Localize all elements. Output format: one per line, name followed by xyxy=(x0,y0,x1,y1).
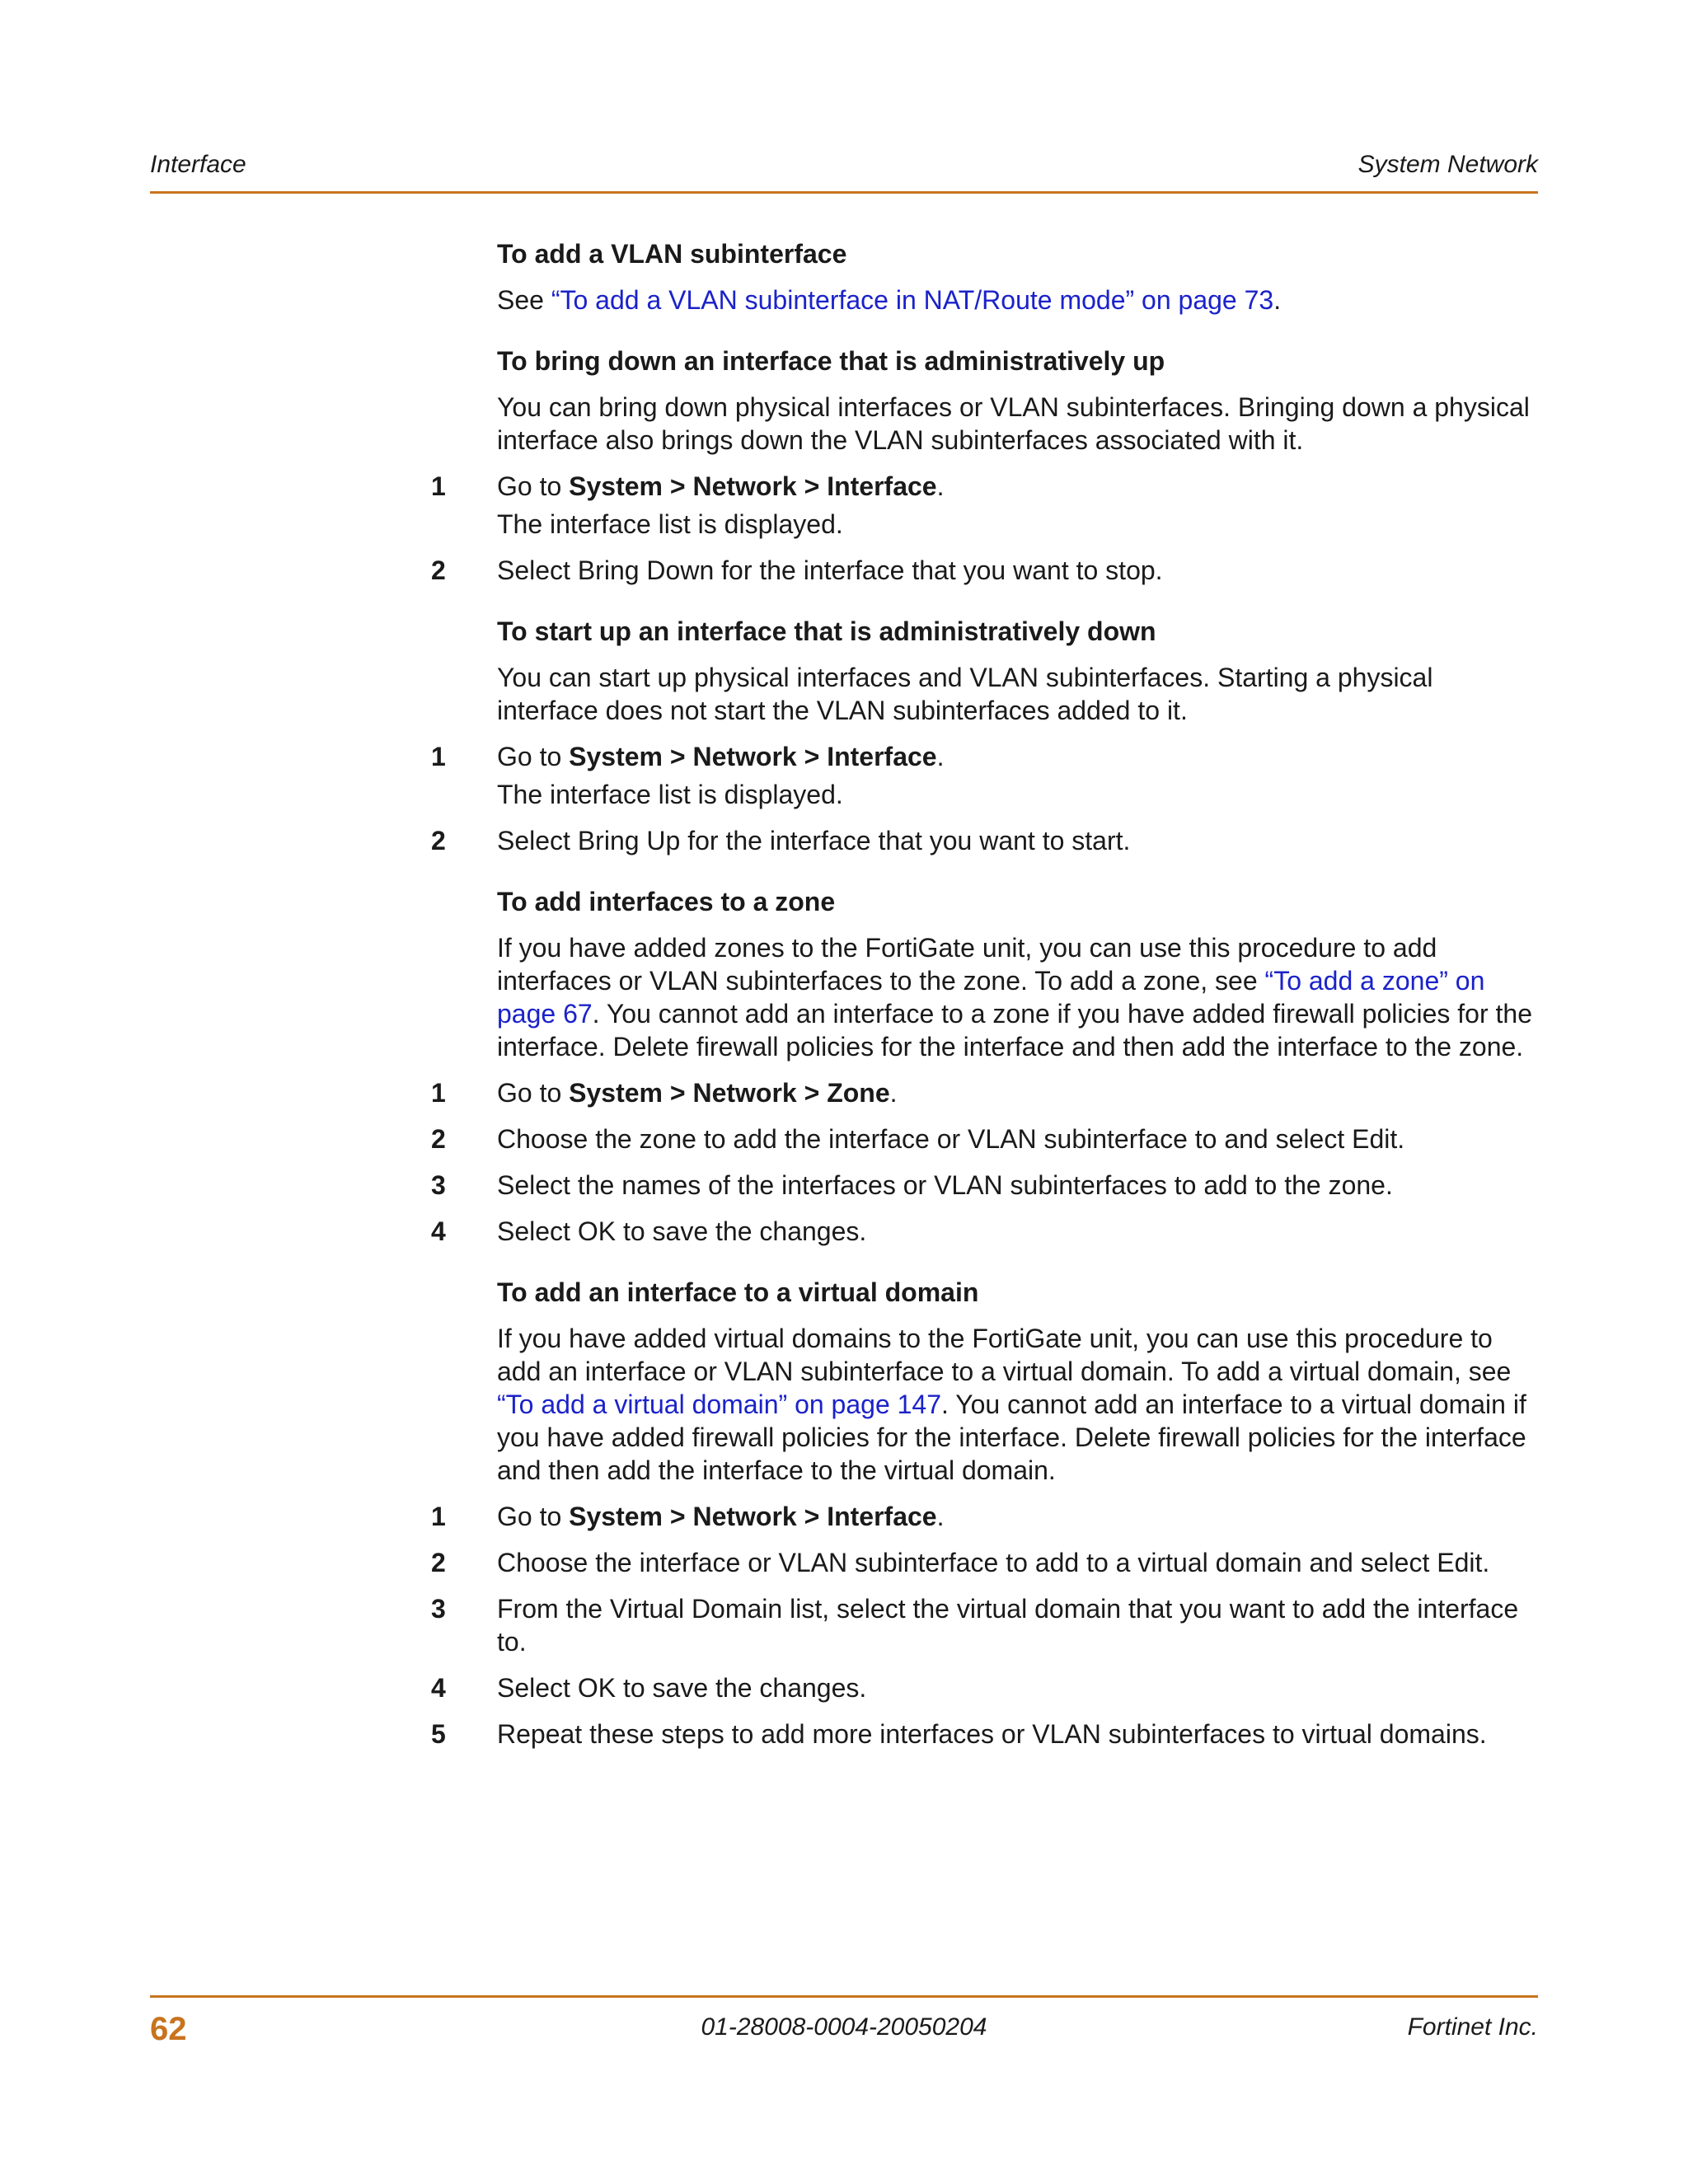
step-number: 2 xyxy=(431,1124,446,1154)
step-text: Go to xyxy=(497,471,570,501)
period: . xyxy=(889,1078,898,1108)
document-number: 01-28008-0004-20050204 xyxy=(701,2013,987,2041)
para-vdom-intro xyxy=(497,1322,1540,1487)
link-add-vdom[interactable]: “To add a virtual domain” on page 147 xyxy=(497,1390,942,1419)
step-number: 4 xyxy=(431,1216,446,1246)
heading-add-zone: To add interfaces to a zone xyxy=(497,887,836,916)
step-text: Go to xyxy=(497,742,570,771)
link-vlan-nat-route[interactable]: “To add a VLAN subinterface in NAT/Route mode” on page 73 xyxy=(551,285,1274,315)
step-result: The interface list is displayed. xyxy=(497,780,843,809)
step-item xyxy=(431,1671,1540,1704)
step-text: Select OK to save the changes. xyxy=(497,1216,867,1246)
intro-text: . You cannot add an interface to a virtual domain if you have added firewall policies for the interface. Delete firewall policies for the interface and then add the interface to the virtual domain. xyxy=(497,1390,1526,1485)
footer-rule xyxy=(150,1995,1538,1998)
step-item xyxy=(431,1546,1540,1579)
step-item xyxy=(431,824,1540,857)
step-text: Go to xyxy=(497,1502,570,1531)
step-text: Go to xyxy=(497,1078,570,1108)
heading-bring-down: To bring down an interface that is administratively up xyxy=(497,346,1165,376)
step-item xyxy=(431,740,1540,811)
step-item xyxy=(431,1122,1540,1155)
step-item xyxy=(431,1718,1540,1750)
step-text: From the Virtual Domain list, select the virtual domain that you want to add the interface to. xyxy=(497,1594,1519,1657)
para-start-up-intro: You can start up physical interfaces and VLAN subinterfaces. Starting a physical interface does not start the VLAN subinterfaces added to it. xyxy=(497,663,1433,725)
link-add-zone[interactable]: “To add a zone” on page 67 xyxy=(497,966,1485,1029)
para-bring-down-intro: You can bring down physical interfaces or VLAN subinterfaces. Bringing down a physical interface also brings down the VLAN subinterfaces associated with it. xyxy=(497,392,1530,455)
step-item xyxy=(431,1076,1540,1109)
running-header-chapter: System Network xyxy=(1357,151,1538,178)
step-text: Repeat these steps to add more interfaces or VLAN subinterfaces to virtual domains. xyxy=(497,1719,1487,1749)
step-number: 2 xyxy=(431,555,446,585)
running-header-section: Interface xyxy=(150,151,246,178)
company-name: Fortinet Inc. xyxy=(1407,2013,1538,2041)
period: . xyxy=(936,742,945,771)
heading-start-up: To start up an interface that is administratively down xyxy=(497,616,1156,646)
step-text: Select Bring Down for the interface that you want to stop. xyxy=(497,555,1163,585)
period: . xyxy=(1273,285,1282,315)
step-number: 3 xyxy=(431,1594,446,1624)
see-text: See xyxy=(497,285,551,315)
para-see-vlan xyxy=(497,284,1540,316)
header-rule xyxy=(150,191,1538,194)
step-result: The interface list is displayed. xyxy=(497,509,843,539)
heading-add-vdom: To add an interface to a virtual domain xyxy=(497,1277,979,1307)
menu-path: System > Network > Interface xyxy=(569,1502,937,1531)
page-body xyxy=(431,237,1540,1764)
step-number: 4 xyxy=(431,1673,446,1703)
para-zone-intro xyxy=(497,931,1540,1063)
step-text: Select OK to save the changes. xyxy=(497,1673,867,1703)
step-number: 3 xyxy=(431,1170,446,1200)
page-number: 62 xyxy=(150,2011,187,2047)
intro-text: . You cannot add an interface to a zone if you have added firewall policies for the interface. Delete firewall policies for the interface and then add the interface to the zone. xyxy=(497,999,1532,1062)
step-number: 5 xyxy=(431,1719,446,1749)
step-item xyxy=(431,1169,1540,1202)
period: . xyxy=(936,471,945,501)
menu-path: System > Network > Interface xyxy=(569,742,937,771)
step-number: 1 xyxy=(431,1502,446,1531)
step-number: 1 xyxy=(431,471,446,501)
step-item xyxy=(431,1215,1540,1248)
step-number: 1 xyxy=(431,1078,446,1108)
step-item xyxy=(431,1500,1540,1533)
menu-path: System > Network > Zone xyxy=(569,1078,890,1108)
step-text: Choose the interface or VLAN subinterface to add to a virtual domain and select Edit. xyxy=(497,1548,1490,1577)
step-number: 2 xyxy=(431,1548,446,1577)
period: . xyxy=(936,1502,945,1531)
step-item xyxy=(431,470,1540,541)
intro-text: If you have added zones to the FortiGate unit, you can use this procedure to add interfaces or VLAN subinterfaces to the zone. To add a zone, see xyxy=(497,933,1437,996)
step-number: 2 xyxy=(431,826,446,855)
step-item xyxy=(431,1592,1540,1658)
step-item xyxy=(431,554,1540,587)
heading-add-vlan: To add a VLAN subinterface xyxy=(497,239,847,269)
step-text: Select the names of the interfaces or VLAN subinterfaces to add to the zone. xyxy=(497,1170,1393,1200)
intro-text: If you have added virtual domains to the FortiGate unit, you can use this procedure to add an interface or VLAN subinterface to a virtual domain. To add a virtual domain, see xyxy=(497,1324,1512,1386)
step-number: 1 xyxy=(431,742,446,771)
step-text: Select Bring Up for the interface that you want to start. xyxy=(497,826,1131,855)
menu-path: System > Network > Interface xyxy=(569,471,937,501)
step-text: Choose the zone to add the interface or VLAN subinterface to and select Edit. xyxy=(497,1124,1405,1154)
